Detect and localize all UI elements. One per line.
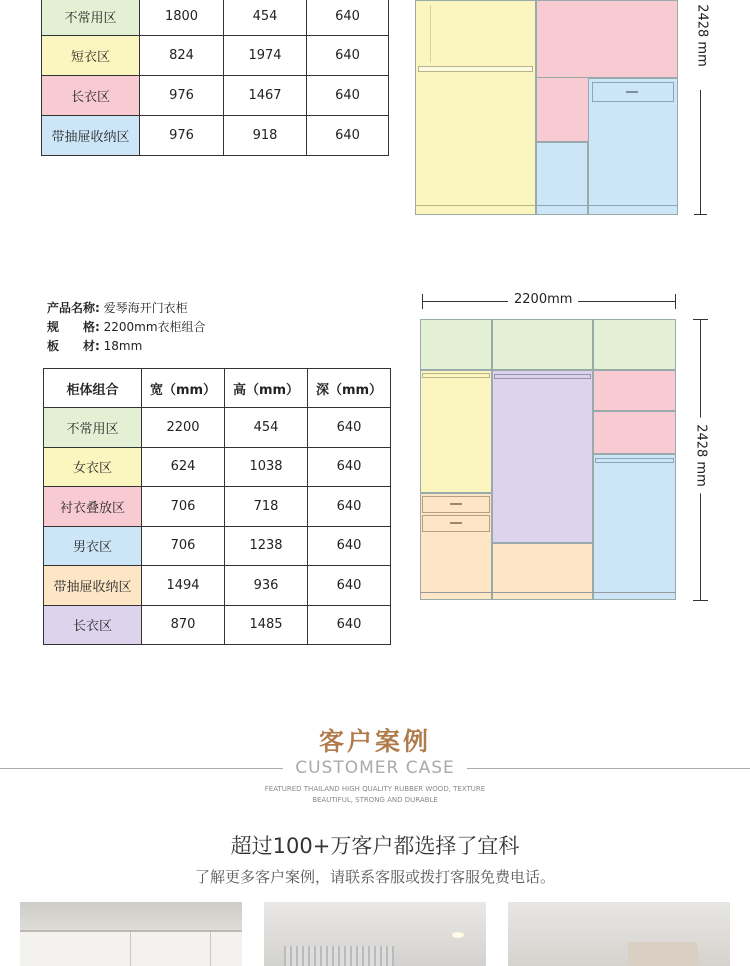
height-cell: 918 <box>224 116 307 156</box>
case-tagline-line1: FEATURED THAILAND HIGH QUALITY RUBBER WOOD, TEXTURE <box>264 785 486 793</box>
long-clothes-zone <box>492 370 593 543</box>
infrequent-zone-2 <box>492 319 593 370</box>
table-row <box>44 447 391 487</box>
table-row <box>44 487 391 527</box>
height-dim-tick-top <box>693 319 708 320</box>
wardrobe-diagram-2 <box>410 288 710 608</box>
column-header: 高（mm） <box>225 369 308 408</box>
height-dim-label-2: 2428 mm <box>694 418 709 494</box>
column-header: 柜体组合 <box>44 369 142 408</box>
photo-3-lamp <box>628 942 698 966</box>
width-cell: 1800 <box>140 0 224 36</box>
photo-1-cabinet <box>20 930 242 966</box>
depth-cell: 640 <box>307 76 389 116</box>
case-subtitle: CUSTOMER CASE <box>295 758 455 778</box>
width-cell: 2200 <box>142 408 225 448</box>
short-clothes-zone <box>415 0 536 215</box>
width-cell: 1494 <box>142 566 225 606</box>
product-name-value: 爱琴海开门衣柜 <box>103 301 188 315</box>
case-photo-1[interactable] <box>20 902 242 966</box>
product-info <box>47 299 347 356</box>
zone-name-cell: 长衣区 <box>42 76 140 116</box>
rail-right <box>595 458 674 463</box>
width-cell: 824 <box>140 36 224 76</box>
depth-cell: 640 <box>308 526 391 566</box>
product-spec-value: 2200mm衣柜组合 <box>103 320 206 334</box>
product-board-row <box>47 337 347 356</box>
table-row <box>42 0 389 36</box>
zone-name-cell: 不常用区 <box>44 408 142 448</box>
case-photo-3[interactable] <box>508 902 730 966</box>
photo-2-vent <box>284 946 394 966</box>
depth-cell: 640 <box>307 36 389 76</box>
case-tagline <box>0 784 750 806</box>
photo-2-light <box>452 932 464 938</box>
height-cell: 1038 <box>225 447 308 487</box>
case-headline: 超过100+万客户都选择了宜科 <box>230 834 520 858</box>
table-row <box>42 36 389 76</box>
width-dim-tick-left <box>422 294 423 309</box>
height-dim-line <box>700 90 701 215</box>
zone-name-cell: 短衣区 <box>42 36 140 76</box>
width-cell: 870 <box>142 605 225 645</box>
table-row <box>42 116 389 156</box>
shirt-fold-zone-2 <box>593 411 676 454</box>
mens-clothes-zone <box>593 454 676 600</box>
column-header: 深（mm） <box>308 369 391 408</box>
drawer-2-handle <box>450 522 462 524</box>
depth-cell: 640 <box>307 116 389 156</box>
column-header: 宽（mm） <box>142 369 225 408</box>
zone-name-cell: 女衣区 <box>44 447 142 487</box>
depth-cell: 640 <box>308 408 391 448</box>
height-cell: 454 <box>224 0 307 36</box>
photo-1-panel-line-2 <box>210 932 211 966</box>
table-row <box>42 76 389 116</box>
height-cell: 1238 <box>225 526 308 566</box>
infrequent-zone-1 <box>420 319 492 370</box>
hanging-rail <box>418 66 533 72</box>
photo-1-panel-line <box>130 932 131 966</box>
womens-clothes-zone <box>420 370 492 493</box>
zone-name-cell: 男衣区 <box>44 526 142 566</box>
table-row <box>44 526 391 566</box>
height-dim-tick-bottom <box>693 600 708 601</box>
rail-middle <box>494 374 591 379</box>
zone-name-cell: 不常用区 <box>42 0 140 36</box>
width-dim-tick-right <box>675 294 676 309</box>
table-row <box>44 408 391 448</box>
plinth-right <box>536 205 678 216</box>
product-name-row <box>47 299 347 318</box>
case-tagline-line2: BEAUTIFUL, STRONG AND DURABLE <box>312 796 438 804</box>
depth-cell: 640 <box>308 487 391 527</box>
table-row <box>44 605 391 645</box>
height-cell: 1467 <box>224 76 307 116</box>
width-cell: 706 <box>142 487 225 527</box>
zone-name-cell: 带抽屉收纳区 <box>42 116 140 156</box>
product-spec-row <box>47 318 347 337</box>
height-cell: 454 <box>225 408 308 448</box>
case-title: 客户案例 <box>318 727 431 756</box>
width-cell: 624 <box>142 447 225 487</box>
zone-name-cell: 带抽屉收纳区 <box>44 566 142 606</box>
product-name-label: 产品名称: <box>47 301 100 315</box>
plinth-2 <box>420 592 676 601</box>
width-cell: 976 <box>140 116 224 156</box>
spec-table-2 <box>43 368 391 645</box>
wardrobe-diagram-1 <box>410 0 710 220</box>
width-dim-label: 2200mm <box>508 292 578 307</box>
table-row <box>44 566 391 606</box>
zone-name-cell: 衬衣叠放区 <box>44 487 142 527</box>
drawer-handle <box>626 91 638 93</box>
product-board-value: 18mm <box>103 339 143 353</box>
height-cell: 1485 <box>225 605 308 645</box>
zone-name-cell: 长衣区 <box>44 605 142 645</box>
depth-cell: 640 <box>307 0 389 36</box>
pink-upper-right <box>536 0 678 78</box>
height-dim-tick <box>694 214 707 215</box>
infrequent-zone-3 <box>593 319 676 370</box>
case-subline: 了解更多客户案例，请联系客服或拨打客服免费电话。 <box>194 868 555 886</box>
product-board-label: 板 材: <box>47 339 100 353</box>
width-cell: 976 <box>140 76 224 116</box>
drawer-1-handle <box>450 503 462 505</box>
height-cell: 718 <box>225 487 308 527</box>
rail-left <box>422 373 490 378</box>
depth-cell: 640 <box>308 566 391 606</box>
width-cell: 706 <box>142 526 225 566</box>
depth-cell: 640 <box>308 605 391 645</box>
product-spec-label: 规 格: <box>47 320 100 334</box>
height-cell: 1974 <box>224 36 307 76</box>
height-cell: 936 <box>225 566 308 606</box>
case-photo-2[interactable] <box>264 902 486 966</box>
height-dim-label: 2428 mm <box>695 1 710 71</box>
divider-line <box>430 5 431 63</box>
shirt-fold-zone-1 <box>593 370 676 411</box>
plinth <box>415 205 536 216</box>
depth-cell: 640 <box>308 447 391 487</box>
spec-table-1 <box>41 0 389 156</box>
